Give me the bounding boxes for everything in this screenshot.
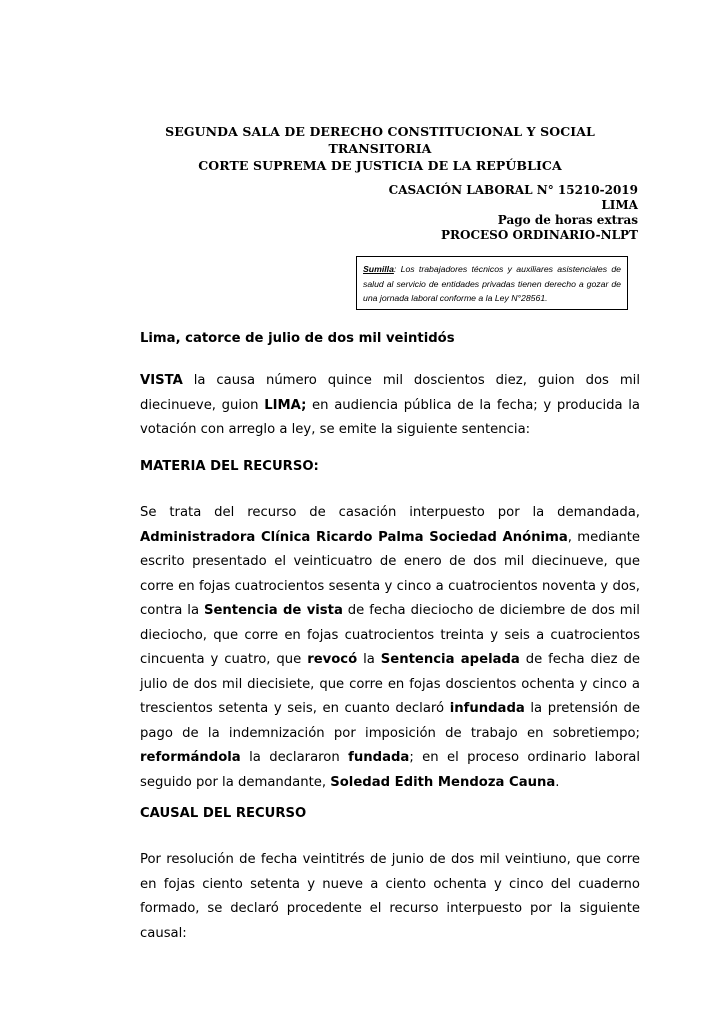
materia-text: la declararon xyxy=(240,750,349,765)
materia-bold: Administradora Clínica Ricardo Palma Sociedad Anónima xyxy=(140,529,568,545)
court-chamber: SEGUNDA SALA DE DERECHO CONSTITUCIONAL Y SOCIAL TRANSITORIA xyxy=(165,124,595,156)
materia-paragraph xyxy=(140,501,640,795)
sumilla-label: Sumilla xyxy=(363,264,394,274)
materia-heading: MATERIA DEL RECURSO: xyxy=(140,459,319,474)
sumilla-text: : Los trabajadores técnicos y auxiliares asistenciales de salud al servicio de entidades privadas tienen derecho a gozar de una jornada laboral conforme a la Ley N°28561. xyxy=(363,264,621,304)
vista-text-2: en audiencia pública de la fecha; y producida la votación con arreglo a ley, se emite la siguiente sentencia: xyxy=(140,397,640,437)
case-subject: Pago de horas extras xyxy=(497,213,638,227)
case-number: CASACIÓN LABORAL N° 15210-2019 xyxy=(388,183,638,197)
materia-bold: fundada xyxy=(348,750,410,765)
materia-text: Se trata del recurso de casación interpuesto por la demandada, xyxy=(140,505,640,520)
causal-paragraph: Por resolución de fecha veintitrés de junio de dos mil veintiuno, que corre en fojas ciento setenta y nueve a ciento ochenta y cinco del cuaderno formado, se declaró procedente el recurso interpuesto por la siguiente causal: xyxy=(140,852,640,941)
vista-keyword: VISTA xyxy=(140,373,183,388)
materia-text: la xyxy=(357,652,381,667)
materia-text: ; en el proceso ordinario laboral seguido por la demandante, xyxy=(140,750,640,790)
case-place: LIMA xyxy=(601,198,638,212)
date-line: Lima, catorce de julio de dos mil veintidós xyxy=(140,331,455,346)
causal-heading: CAUSAL DEL RECURSO xyxy=(140,806,307,821)
vista-place: LIMA; xyxy=(264,397,307,413)
vista-paragraph xyxy=(140,369,640,443)
court-header xyxy=(120,123,640,174)
case-info xyxy=(389,183,638,243)
materia-text: la pretensión de pago de la indemnización por imposición de trabajo en sobretiempo; xyxy=(140,701,640,741)
materia-text: . xyxy=(555,774,560,790)
sumilla-box xyxy=(356,256,628,310)
materia-bold: Sentencia apelada xyxy=(380,652,520,667)
materia-bold: reformándola xyxy=(140,750,241,765)
vista-text-1: la causa número quince mil doscientos diez, guion dos mil diecinueve, guion xyxy=(140,373,640,413)
materia-text: de fecha diez de julio de dos mil diecisiete, que corre en fojas doscientos ochenta y cinco a trescientos setenta y seis, en cuanto declaró xyxy=(140,652,640,716)
case-process: PROCESO ORDINARIO-NLPT xyxy=(441,228,638,242)
materia-text: , mediante escrito presentado el veinticuatro de enero de dos mil diecinueve, que corre en fojas cuatrocientos sesenta y cinco a cuatrocientos noventa y dos, contra la xyxy=(140,529,640,618)
materia-text: de fecha dieciocho de diciembre de dos mil dieciocho, que corre en fojas cuatrocientos treinta y seis a cuatrocientos cincuenta y cuatro, que xyxy=(140,603,640,667)
materia-bold: Soledad Edith Mendoza Cauna xyxy=(330,774,556,790)
materia-bold: Sentencia de vista xyxy=(203,603,343,618)
materia-bold: revocó xyxy=(307,652,358,667)
materia-bold: infundada xyxy=(449,701,525,716)
court-name: CORTE SUPREMA DE JUSTICIA DE LA REPÚBLICA xyxy=(198,158,562,173)
